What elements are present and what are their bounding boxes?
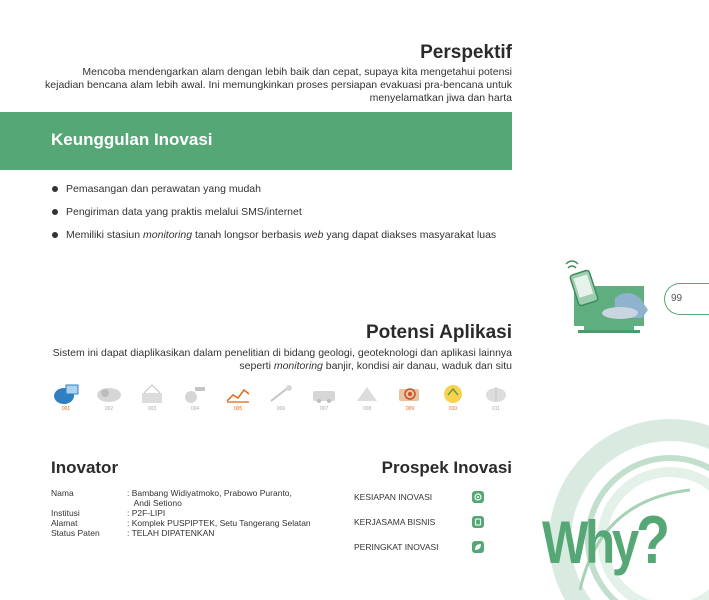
application-icon-011: 011 xyxy=(476,383,516,417)
inovator-title: Inovator xyxy=(51,458,119,477)
panel-icon xyxy=(353,383,381,405)
keunggulan-title: Keunggulan Inovasi xyxy=(51,130,213,149)
application-icon-001: 001 xyxy=(46,383,86,417)
prospek-list xyxy=(354,484,484,559)
application-icons xyxy=(46,383,516,417)
application-icon-002: 002 xyxy=(89,383,129,417)
application-icon-003: 003 xyxy=(132,383,172,417)
page-number: 99 xyxy=(664,283,709,315)
handshake-icon xyxy=(472,516,484,528)
sensor-icon xyxy=(95,383,123,405)
inovator-row: Alamat : Komplek PUSPIPTEK, Setu Tangerang Selatan xyxy=(51,518,311,528)
magnifier-icon xyxy=(396,383,424,405)
prospek-item-kesiapan: KESIAPAN INOVASI xyxy=(354,484,484,509)
inovator-row: Andi Setiono xyxy=(127,498,182,508)
inovator-row: Institusi : P2F-LIPI xyxy=(51,508,166,518)
application-icon-009: 009 xyxy=(390,383,430,417)
application-icon-004: 004 xyxy=(175,383,215,417)
prospek-item-kerjasama: KERJASAMA BISNIS xyxy=(354,509,484,534)
plant-icon xyxy=(482,383,510,405)
probe-icon xyxy=(267,383,295,405)
recycle-icon xyxy=(439,383,467,405)
perspektif-text: Mencoba mendengarkan alam dengan lebih baik dan cepat, supaya kita mengetahui potensi kejadian bencana alam lebih awal. Ini memungkinkan proses persiapan evakuasi pra-bencana untuk menyelamatkan jiwa dan harta xyxy=(45,66,512,104)
leaf-icon xyxy=(472,541,484,553)
application-icon-007: 007 xyxy=(304,383,344,417)
monitoring-station-illustration xyxy=(560,258,660,338)
keunggulan-item: Pengiriman data yang praktis melalui SMS/internet xyxy=(52,205,512,228)
tools-icon xyxy=(181,383,209,405)
application-icon-010: 010 xyxy=(433,383,473,417)
application-icon-005: 005 xyxy=(218,383,258,417)
keunggulan-item: Pemasangan dan perawatan yang mudah xyxy=(52,182,512,205)
construction-icon xyxy=(138,383,166,405)
perspektif-title: Perspektif xyxy=(420,42,512,63)
application-icon-006: 006 xyxy=(261,383,301,417)
prospek-title: Prospek Inovasi xyxy=(381,458,512,477)
inovator-row: Nama : Bambang Widiyatmoko, Prabowo Puranto, xyxy=(51,488,292,498)
earth-icon xyxy=(52,383,80,405)
inovator-table xyxy=(51,488,341,538)
potensi-text: Sistem ini dapat diaplikasikan dalam penelitian di bidang geologi, geoteknologi dan aplikasi lainnya seperti monitoring banjir, kondisi air danau, waduk dan situ xyxy=(52,347,512,372)
gear-icon xyxy=(472,491,484,503)
keunggulan-list xyxy=(52,182,512,251)
prospek-item-peringkat: PERINGKAT INOVASI xyxy=(354,534,484,559)
vehicle-icon xyxy=(310,383,338,405)
potensi-title: Potensi Aplikasi xyxy=(365,322,512,343)
why-heading: Why? xyxy=(542,502,667,578)
chart-icon xyxy=(224,383,252,405)
application-icon-008: 008 xyxy=(347,383,387,417)
keunggulan-item: Memiliki stasiun monitoring tanah longsor berbasis web yang dapat diakses masyarakat luas xyxy=(52,228,512,251)
inovator-row: Status Paten : TELAH DIPATENKAN xyxy=(51,528,215,538)
